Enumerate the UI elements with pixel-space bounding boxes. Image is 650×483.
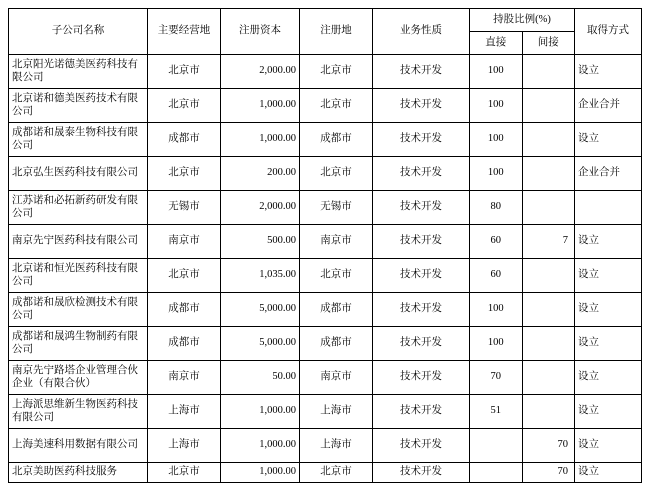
cell-main-region: 北京市 [148, 259, 221, 293]
table-row [9, 259, 642, 293]
cell-indirect-ratio [522, 395, 575, 429]
cell-indirect-ratio [522, 259, 575, 293]
table-row [9, 157, 642, 191]
cell-registered-capital: 2,000.00 [221, 55, 300, 89]
header-row-main [9, 9, 642, 32]
cell-company-name: 江苏诺和必拓新药研发有限公司 [9, 191, 148, 225]
cell-company-name: 南京先宁路塔企业管理合伙企业（有限合伙） [9, 361, 148, 395]
cell-business-nature: 技术开发 [373, 463, 470, 483]
table-row [9, 123, 642, 157]
cell-indirect-ratio [522, 123, 575, 157]
cell-main-region: 成都市 [148, 293, 221, 327]
cell-company-name: 成都诺和晟泰生物科技有限公司 [9, 123, 148, 157]
cell-direct-ratio: 80 [470, 191, 523, 225]
cell-direct-ratio: 60 [470, 259, 523, 293]
cell-registered-capital: 1,000.00 [221, 89, 300, 123]
header-registered-capital: 注册资本 [221, 9, 300, 55]
cell-indirect-ratio: 7 [522, 225, 575, 259]
table-header [9, 9, 642, 55]
table-row [9, 429, 642, 463]
cell-business-nature: 技术开发 [373, 89, 470, 123]
cell-indirect-ratio: 70 [522, 429, 575, 463]
cell-business-nature: 技术开发 [373, 157, 470, 191]
cell-main-region: 北京市 [148, 89, 221, 123]
cell-acquisition: 设立 [575, 123, 642, 157]
cell-indirect-ratio [522, 89, 575, 123]
table-body [9, 55, 642, 483]
header-acquisition-method: 取得方式 [575, 9, 642, 55]
cell-indirect-ratio [522, 361, 575, 395]
cell-company-name: 北京诺和德美医药技术有限公司 [9, 89, 148, 123]
table-row [9, 225, 642, 259]
cell-indirect-ratio [522, 191, 575, 225]
cell-direct-ratio: 51 [470, 395, 523, 429]
table-row [9, 55, 642, 89]
cell-main-region: 南京市 [148, 361, 221, 395]
cell-company-name: 上海美速科用数据有限公司 [9, 429, 148, 463]
cell-direct-ratio: 70 [470, 361, 523, 395]
cell-main-region: 成都市 [148, 123, 221, 157]
cell-registered-place: 北京市 [300, 259, 373, 293]
cell-business-nature: 技术开发 [373, 327, 470, 361]
cell-indirect-ratio [522, 293, 575, 327]
cell-registered-place: 上海市 [300, 429, 373, 463]
cell-company-name: 北京美助医药科技服务 [9, 463, 148, 483]
table-row [9, 191, 642, 225]
header-registered-place: 注册地 [300, 9, 373, 55]
header-business-nature: 业务性质 [373, 9, 470, 55]
table-row [9, 89, 642, 123]
cell-registered-place: 北京市 [300, 89, 373, 123]
cell-business-nature: 技术开发 [373, 361, 470, 395]
cell-registered-capital: 50.00 [221, 361, 300, 395]
cell-company-name: 南京先宁医药科技有限公司 [9, 225, 148, 259]
cell-business-nature: 技术开发 [373, 191, 470, 225]
cell-registered-capital: 1,000.00 [221, 429, 300, 463]
cell-main-region: 成都市 [148, 327, 221, 361]
cell-registered-place: 南京市 [300, 361, 373, 395]
cell-registered-capital: 500.00 [221, 225, 300, 259]
cell-company-name: 北京弘生医药科技有限公司 [9, 157, 148, 191]
cell-indirect-ratio [522, 157, 575, 191]
cell-direct-ratio: 100 [470, 293, 523, 327]
cell-company-name: 上海派思维新生物医药科技有限公司 [9, 395, 148, 429]
cell-registered-capital: 1,000.00 [221, 395, 300, 429]
cell-direct-ratio: 100 [470, 157, 523, 191]
cell-acquisition: 企业合并 [575, 157, 642, 191]
cell-main-region: 北京市 [148, 463, 221, 483]
cell-indirect-ratio [522, 327, 575, 361]
cell-acquisition: 设立 [575, 463, 642, 483]
cell-registered-place: 成都市 [300, 123, 373, 157]
cell-direct-ratio: 100 [470, 89, 523, 123]
cell-main-region: 北京市 [148, 55, 221, 89]
cell-company-name: 北京诺和恒光医药科技有限公司 [9, 259, 148, 293]
cell-company-name: 成都诺和晟欣检测技术有限公司 [9, 293, 148, 327]
cell-registered-capital: 1,000.00 [221, 463, 300, 483]
cell-business-nature: 技术开发 [373, 429, 470, 463]
cell-direct-ratio [470, 429, 523, 463]
cell-main-region: 南京市 [148, 225, 221, 259]
cell-acquisition: 设立 [575, 361, 642, 395]
table-row [9, 361, 642, 395]
table-row [9, 327, 642, 361]
cell-registered-place: 南京市 [300, 225, 373, 259]
cell-direct-ratio [470, 463, 523, 483]
cell-registered-place: 北京市 [300, 157, 373, 191]
cell-business-nature: 技术开发 [373, 55, 470, 89]
cell-acquisition: 企业合并 [575, 89, 642, 123]
cell-acquisition: 设立 [575, 395, 642, 429]
header-company-name: 子公司名称 [9, 9, 148, 55]
cell-business-nature: 技术开发 [373, 293, 470, 327]
table-row [9, 395, 642, 429]
cell-registered-capital: 1,035.00 [221, 259, 300, 293]
cell-registered-place: 北京市 [300, 55, 373, 89]
header-shareholding-ratio: 持股比例(%) [470, 9, 575, 32]
cell-registered-place: 成都市 [300, 293, 373, 327]
cell-registered-capital: 5,000.00 [221, 293, 300, 327]
cell-acquisition: 设立 [575, 327, 642, 361]
table-row [9, 463, 642, 483]
cell-acquisition: 设立 [575, 55, 642, 89]
cell-registered-place: 成都市 [300, 327, 373, 361]
cell-business-nature: 技术开发 [373, 225, 470, 259]
table-row [9, 293, 642, 327]
cell-business-nature: 技术开发 [373, 395, 470, 429]
cell-registered-place: 北京市 [300, 463, 373, 483]
header-indirect: 间接 [522, 32, 575, 55]
cell-acquisition: 设立 [575, 225, 642, 259]
cell-company-name: 成都诺和晟鸿生物制药有限公司 [9, 327, 148, 361]
cell-registered-place: 上海市 [300, 395, 373, 429]
cell-main-region: 无锡市 [148, 191, 221, 225]
header-main-region: 主要经营地 [148, 9, 221, 55]
cell-acquisition [575, 191, 642, 225]
cell-main-region: 上海市 [148, 395, 221, 429]
header-direct: 直接 [470, 32, 523, 55]
cell-direct-ratio: 100 [470, 55, 523, 89]
cell-main-region: 上海市 [148, 429, 221, 463]
cell-registered-capital: 1,000.00 [221, 123, 300, 157]
cell-company-name: 北京阳光诺德美医药科技有限公司 [9, 55, 148, 89]
cell-registered-place: 无锡市 [300, 191, 373, 225]
cell-registered-capital: 2,000.00 [221, 191, 300, 225]
cell-registered-capital: 5,000.00 [221, 327, 300, 361]
cell-indirect-ratio [522, 55, 575, 89]
cell-registered-capital: 200.00 [221, 157, 300, 191]
cell-business-nature: 技术开发 [373, 123, 470, 157]
cell-direct-ratio: 100 [470, 123, 523, 157]
cell-direct-ratio: 100 [470, 327, 523, 361]
cell-acquisition: 设立 [575, 429, 642, 463]
cell-business-nature: 技术开发 [373, 259, 470, 293]
cell-direct-ratio: 60 [470, 225, 523, 259]
cell-main-region: 北京市 [148, 157, 221, 191]
subsidiaries-table [8, 8, 642, 483]
cell-acquisition: 设立 [575, 293, 642, 327]
cell-acquisition: 设立 [575, 259, 642, 293]
cell-indirect-ratio: 70 [522, 463, 575, 483]
